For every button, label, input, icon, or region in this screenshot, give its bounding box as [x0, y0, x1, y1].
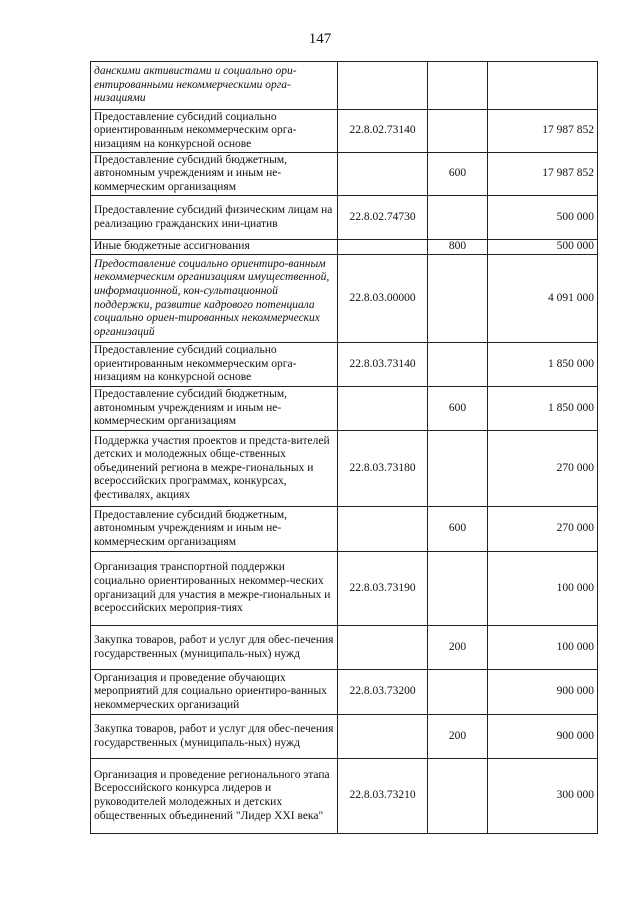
- row-amount: [488, 62, 598, 110]
- row-expense-type: [428, 670, 488, 715]
- row-target-code: [338, 715, 428, 759]
- row-target-code: 22.8.03.73210: [338, 759, 428, 834]
- row-target-code: [338, 507, 428, 552]
- row-description: Поддержка участия проектов и предста-вителей детских и молодежных обще-ственных объединений региона в межре-гиональных и всероссийских программах, конкурсах, фестивалях, акциях: [91, 431, 338, 507]
- table-row: [91, 715, 598, 759]
- row-target-code: 22.8.03.73200: [338, 670, 428, 715]
- row-description: Предоставление субсидий социально ориентированным некоммерческим орга-низациям на конкурсной основе: [91, 110, 338, 153]
- table-row: [91, 196, 598, 240]
- row-expense-type: [428, 196, 488, 240]
- row-expense-type: [428, 431, 488, 507]
- row-description: Закупка товаров, работ и услуг для обес-печения государственных (муниципаль-ных) нужд: [91, 626, 338, 670]
- row-amount: 900 000: [488, 715, 598, 759]
- row-description: Предоставление субсидий бюджетным, автономным учреждениям и иным не-коммерческим организациям: [91, 153, 338, 196]
- row-target-code: 22.8.03.00000: [338, 255, 428, 343]
- row-amount: 270 000: [488, 431, 598, 507]
- row-amount: 900 000: [488, 670, 598, 715]
- table-row: [91, 387, 598, 431]
- row-amount: 100 000: [488, 552, 598, 626]
- row-expense-type: 600: [428, 387, 488, 431]
- row-target-code: [338, 387, 428, 431]
- row-target-code: [338, 153, 428, 196]
- table-row: [91, 110, 598, 153]
- row-expense-type: 600: [428, 153, 488, 196]
- row-expense-type: [428, 62, 488, 110]
- row-amount: 300 000: [488, 759, 598, 834]
- row-description: данскими активистами и социально ори-ентированными некоммерческими орга-низациями: [91, 62, 338, 110]
- row-amount: 1 850 000: [488, 387, 598, 431]
- row-expense-type: [428, 343, 488, 387]
- table-row: [91, 62, 598, 110]
- row-expense-type: [428, 255, 488, 343]
- row-description: Предоставление субсидий бюджетным, автономным учреждениям и иным не-коммерческим организациям: [91, 387, 338, 431]
- row-amount: 1 850 000: [488, 343, 598, 387]
- row-target-code: [338, 62, 428, 110]
- row-amount: 100 000: [488, 626, 598, 670]
- table-row: [91, 255, 598, 343]
- table-row: [91, 343, 598, 387]
- row-description: Иные бюджетные ассигнования: [91, 240, 338, 255]
- row-expense-type: 200: [428, 626, 488, 670]
- table-row: [91, 626, 598, 670]
- table-row: [91, 552, 598, 626]
- page-number: 147: [308, 31, 332, 47]
- row-amount: 500 000: [488, 240, 598, 255]
- row-expense-type: [428, 110, 488, 153]
- row-target-code: 22.8.02.73140: [338, 110, 428, 153]
- row-description: Закупка товаров, работ и услуг для обес-печения государственных (муниципаль-ных) нужд: [91, 715, 338, 759]
- row-description: Предоставление субсидий социально ориентированным некоммерческим орга-низациям на конкурсной основе: [91, 343, 338, 387]
- budget-table: [90, 61, 598, 834]
- row-target-code: [338, 626, 428, 670]
- row-description: Предоставление социально ориентиро-ванным некоммерческим организациям имущественной, информационной, кон-сультационной поддержки, развитие кадрового потенциала социально ориен-тированных некоммерческих организаций: [91, 255, 338, 343]
- table-row: [91, 431, 598, 507]
- row-description: Организация транспортной поддержки социально ориентированных некоммер-ческих организаций для участия в межре-гиональных и всероссийских мероприя-тиях: [91, 552, 338, 626]
- table-row: [91, 507, 598, 552]
- row-target-code: 22.8.03.73190: [338, 552, 428, 626]
- row-amount: 17 987 852: [488, 110, 598, 153]
- row-description: Организация и проведение регионального этапа Всероссийского конкурса лидеров и руководителей молодежных и детских общественных объединений "Лидер XXI века": [91, 759, 338, 834]
- row-amount: 270 000: [488, 507, 598, 552]
- table-row: [91, 670, 598, 715]
- row-target-code: 22.8.03.73180: [338, 431, 428, 507]
- table-row: [91, 759, 598, 834]
- row-target-code: 22.8.02.74730: [338, 196, 428, 240]
- row-amount: 4 091 000: [488, 255, 598, 343]
- row-target-code: 22.8.03.73140: [338, 343, 428, 387]
- row-description: Предоставление субсидий физическим лицам на реализацию гражданских ини-циатив: [91, 196, 338, 240]
- row-expense-type: 200: [428, 715, 488, 759]
- table-row: [91, 240, 598, 255]
- row-description: Организация и проведение обучающих мероприятий для социально ориентиро-ванных некоммерческих организаций: [91, 670, 338, 715]
- row-expense-type: 600: [428, 507, 488, 552]
- row-amount: 17 987 852: [488, 153, 598, 196]
- row-expense-type: 800: [428, 240, 488, 255]
- row-expense-type: [428, 552, 488, 626]
- row-expense-type: [428, 759, 488, 834]
- row-amount: 500 000: [488, 196, 598, 240]
- table-row: [91, 153, 598, 196]
- row-description: Предоставление субсидий бюджетным, автономным учреждениям и иным не-коммерческим организациям: [91, 507, 338, 552]
- budget-table-body: [91, 62, 598, 834]
- row-target-code: [338, 240, 428, 255]
